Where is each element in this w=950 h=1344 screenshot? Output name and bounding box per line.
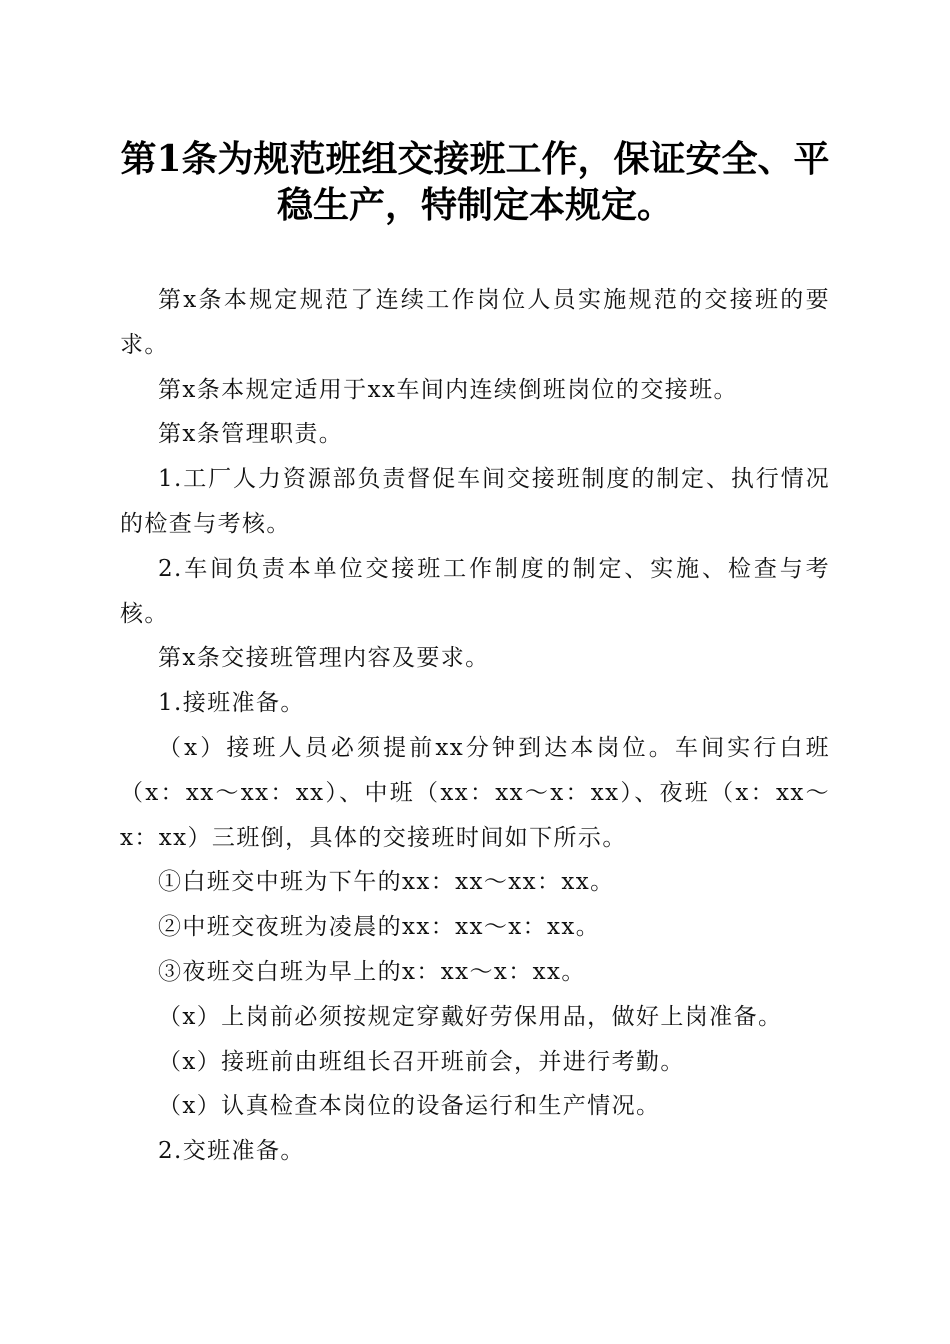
paragraph-pre-shift-meeting: （x）接班前由班组长召开班前会，并进行考勤。 (158, 1048, 685, 1075)
paragraph-handover-prep-heading: 2.交班准备。 (158, 1138, 305, 1165)
paragraph-responsibility-1: 1.工厂人力资源部负责督促车间交接班制度的制定、执行情况的检查与考核。 (120, 466, 830, 537)
paragraph-responsibility-2: 2.车间负责本单位交接班工作制度的制定、实施、检查与考核。 (120, 555, 830, 627)
paragraph-shift-1: ①白班交中班为下午的xx：xx～xx：xx。 (158, 869, 615, 896)
paragraph-equipment-check: （x）认真检查本岗位的设备运行和生产情况。 (158, 1093, 661, 1120)
paragraph-shift-2: ②中班交夜班为凌晨的xx：xx～x：xx。 (158, 914, 601, 941)
paragraph-responsibilities-heading: 第x条管理职责。 (158, 421, 344, 448)
paragraph-takeover-prep-heading: 1.接班准备。 (158, 690, 305, 717)
paragraph-shift-3: ③夜班交白班为早上的x：xx～x：xx。 (158, 958, 586, 985)
document-title: 第1条为规范班组交接班工作，保证安全、平稳生产，特制定本规定。 (120, 138, 830, 226)
paragraph-arrival-rule: （x）接班人员必须提前xx分钟到达本岗位。车间实行白班（x：xx～xx：xx）、中班（xx：xx～x：xx）、夜班（x：xx～x：xx）三班倒，具体的交接班时间如下所示。 (120, 734, 830, 851)
paragraph-scope: 第x条本规定规范了连续工作岗位人员实施规范的交接班的要求。 (120, 287, 830, 358)
paragraph-handover-heading: 第x条交接班管理内容及要求。 (158, 645, 490, 672)
document-body (120, 278, 830, 1174)
paragraph-applicability: 第x条本规定适用于xx车间内连续倒班岗位的交接班。 (158, 376, 738, 403)
paragraph-protective-gear: （x）上岗前必须按规定穿戴好劳保用品，做好上岗准备。 (158, 1003, 783, 1030)
